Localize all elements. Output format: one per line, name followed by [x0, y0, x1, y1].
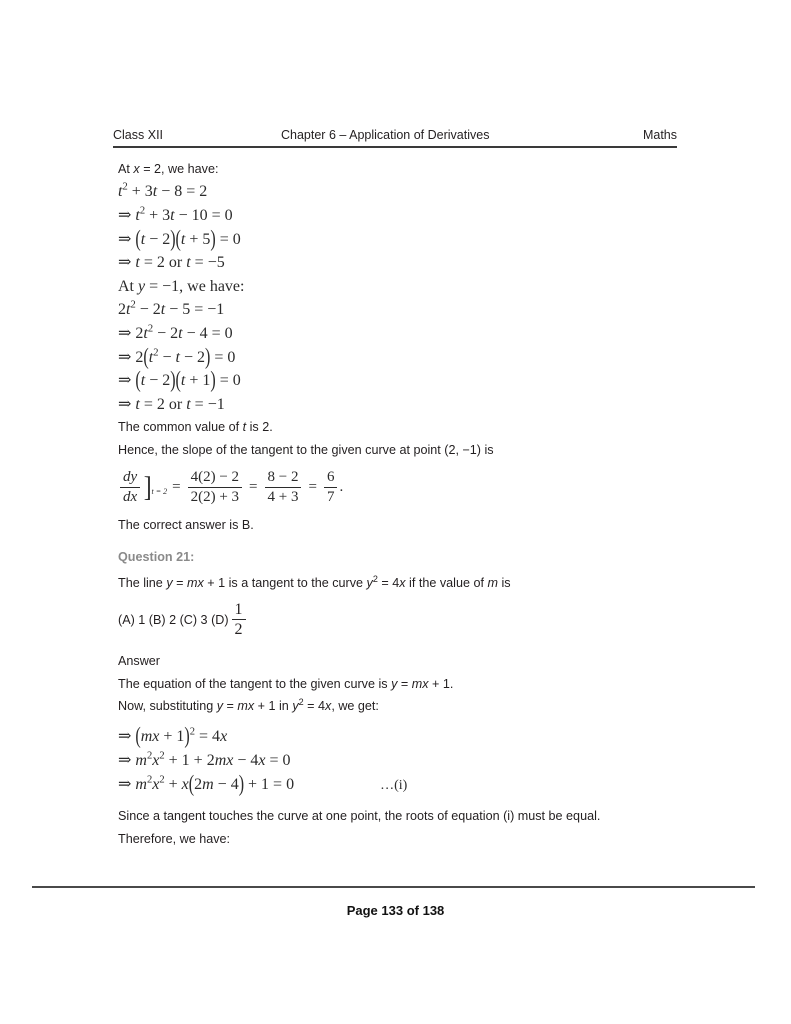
fraction-3-denominator: 7 — [326, 488, 335, 505]
common-value-variable: t — [242, 420, 247, 435]
ans2-p4: = 4 — [303, 698, 326, 713]
line-at-y: At y = −1, we have: — [118, 277, 245, 295]
spacer — [118, 506, 678, 514]
stmt-v4: x — [399, 576, 406, 591]
line-slope-intro: Hence, the slope of the tangent to the given curve at point (2, −1) is — [118, 442, 494, 457]
equals-1: = — [172, 478, 181, 495]
ans2-p5: , we get: — [331, 698, 379, 713]
option-d-numerator: 1 — [232, 601, 246, 620]
line-common-value — [118, 416, 678, 438]
header-divider — [113, 146, 677, 148]
equation-line: ⇒ $2(t^2 - t - 2) = 0$ — [118, 344, 236, 370]
equation-line-with-tag: ⇒ $m^2x^2 + x(2m - 4) + 1 = 0$ …(i) — [118, 771, 408, 797]
options-prefix: (A) 1 (B) 2 (C) 3 (D) — [118, 612, 229, 627]
equation-line: ⇒ $t^2 + 3t - 10 = 0$ — [118, 205, 233, 224]
fraction-1-numerator: 4(2) − 2 — [188, 469, 242, 488]
stmt-p3: + 1 is a tangent to the curve — [203, 576, 367, 591]
equation-tag: …(i) — [380, 777, 408, 793]
question-statement — [118, 572, 678, 594]
equation-line: ⇒ t = 2 or t = −1 — [118, 395, 225, 413]
equation-line: ⇒ (t − 2)(t + 1) = 0 — [118, 368, 241, 393]
derivative-denominator: dx — [123, 488, 138, 505]
equation-line: ⇒ $m^2x^2 + 1 + 2mx - 4x = 0$ — [118, 750, 291, 769]
at-x-variable: x — [133, 162, 140, 176]
spacer — [118, 461, 678, 469]
equation-block-2 — [118, 725, 678, 797]
common-value-pre: The common value of — [118, 420, 243, 435]
spacer — [118, 717, 678, 725]
derivative-fraction — [120, 469, 140, 506]
equals-3: = — [308, 478, 317, 495]
ans2-p3: + 1 in — [254, 698, 293, 713]
option-d-fraction — [232, 601, 246, 639]
equation-line: $t^2 + 3t - 8 = 2$ — [118, 182, 208, 201]
option-d-denominator: 2 — [234, 620, 243, 638]
right-bracket: ] — [143, 471, 152, 503]
equation-block-1 — [118, 180, 678, 416]
footer-divider — [32, 886, 755, 888]
stmt-p2: = — [172, 576, 187, 591]
ans1-p2: = — [397, 676, 412, 691]
ans2-v3: y — [292, 698, 299, 713]
page-header — [113, 128, 677, 142]
spacer — [118, 536, 678, 550]
evaluation-bracket — [143, 471, 168, 503]
question-options — [118, 600, 678, 651]
fraction-2-numerator: 8 − 2 — [265, 469, 302, 488]
stmt-p1: The line — [118, 576, 167, 591]
header-subject-label: Maths — [642, 128, 677, 142]
equation-line: $2t^2 - 2t - 5 = -1$ — [118, 300, 225, 319]
stmt-sup3: 2 — [372, 573, 378, 584]
at-x-pre: At — [118, 162, 134, 176]
header-class-label: Class XII — [113, 128, 164, 142]
derivative-equation — [118, 469, 678, 506]
page-content — [118, 158, 678, 850]
stmt-v1: y — [166, 576, 173, 591]
ans1-p3: + 1. — [428, 676, 454, 691]
ans2-p1: Now, substituting — [118, 698, 217, 713]
header-chapter-title: Chapter 6 – Application of Derivatives — [281, 128, 490, 142]
equation-line: ⇒ t = 2 or t = −5 — [118, 254, 225, 272]
equals-2: = — [249, 478, 258, 495]
stmt-v5: m — [487, 576, 498, 591]
spacer — [118, 797, 678, 805]
ans2-v1: y — [216, 698, 223, 713]
equation-line: ⇒ $2t^2 - 2t - 4 = 0$ — [118, 323, 233, 342]
fraction-2 — [265, 469, 302, 506]
question-label: Question 21: — [118, 550, 195, 565]
stmt-p6: is — [497, 576, 511, 591]
at-x-post: = 2, we have: — [139, 162, 219, 176]
equation-line: ⇒ (mx + 1)$^2$ = 4x — [118, 724, 228, 750]
fraction-3-numerator: 6 — [324, 469, 338, 488]
ans2-v2: mx — [237, 698, 255, 713]
answer-line-2 — [118, 695, 678, 717]
spacer — [118, 595, 678, 609]
fraction-1-denominator: 2(2) + 3 — [190, 488, 240, 505]
stmt-v2: mx — [186, 576, 204, 591]
closing-line-1: Since a tangent touches the curve at one point, the roots of equation (i) must be equal. — [118, 809, 601, 824]
answer-line-1 — [118, 673, 678, 695]
closing-line-2: Therefore, we have: — [118, 831, 231, 846]
bracket-subscript: t = 2 — [151, 487, 168, 497]
page-footer: Page 133 of 138 — [346, 903, 445, 918]
ans2-v4: x — [325, 698, 332, 713]
line-at-x — [118, 158, 678, 180]
common-value-post: is 2. — [246, 420, 273, 435]
equation-line: ⇒ (t − 2)(t + 5) = 0 — [118, 226, 241, 252]
ans1-v1: y — [391, 676, 398, 691]
fraction-1 — [188, 469, 242, 506]
spacer — [118, 564, 678, 572]
equation-period: . — [339, 478, 344, 495]
stmt-p4: = 4 — [377, 576, 400, 591]
derivative-numerator: dy — [120, 469, 140, 488]
fraction-3 — [324, 469, 338, 506]
fraction-2-denominator: 4 + 3 — [267, 488, 299, 505]
ans1-p1: The equation of the tangent to the given curve is — [118, 676, 392, 691]
ans2-sup3: 2 — [298, 696, 304, 707]
ans2-p2: = — [223, 698, 238, 713]
stmt-p5: if the value of — [405, 576, 488, 591]
stmt-v3: y — [366, 576, 373, 591]
ans1-v2: mx — [411, 676, 429, 691]
answer-label: Answer — [118, 654, 160, 669]
line-correct-answer: The correct answer is B. — [118, 517, 254, 532]
